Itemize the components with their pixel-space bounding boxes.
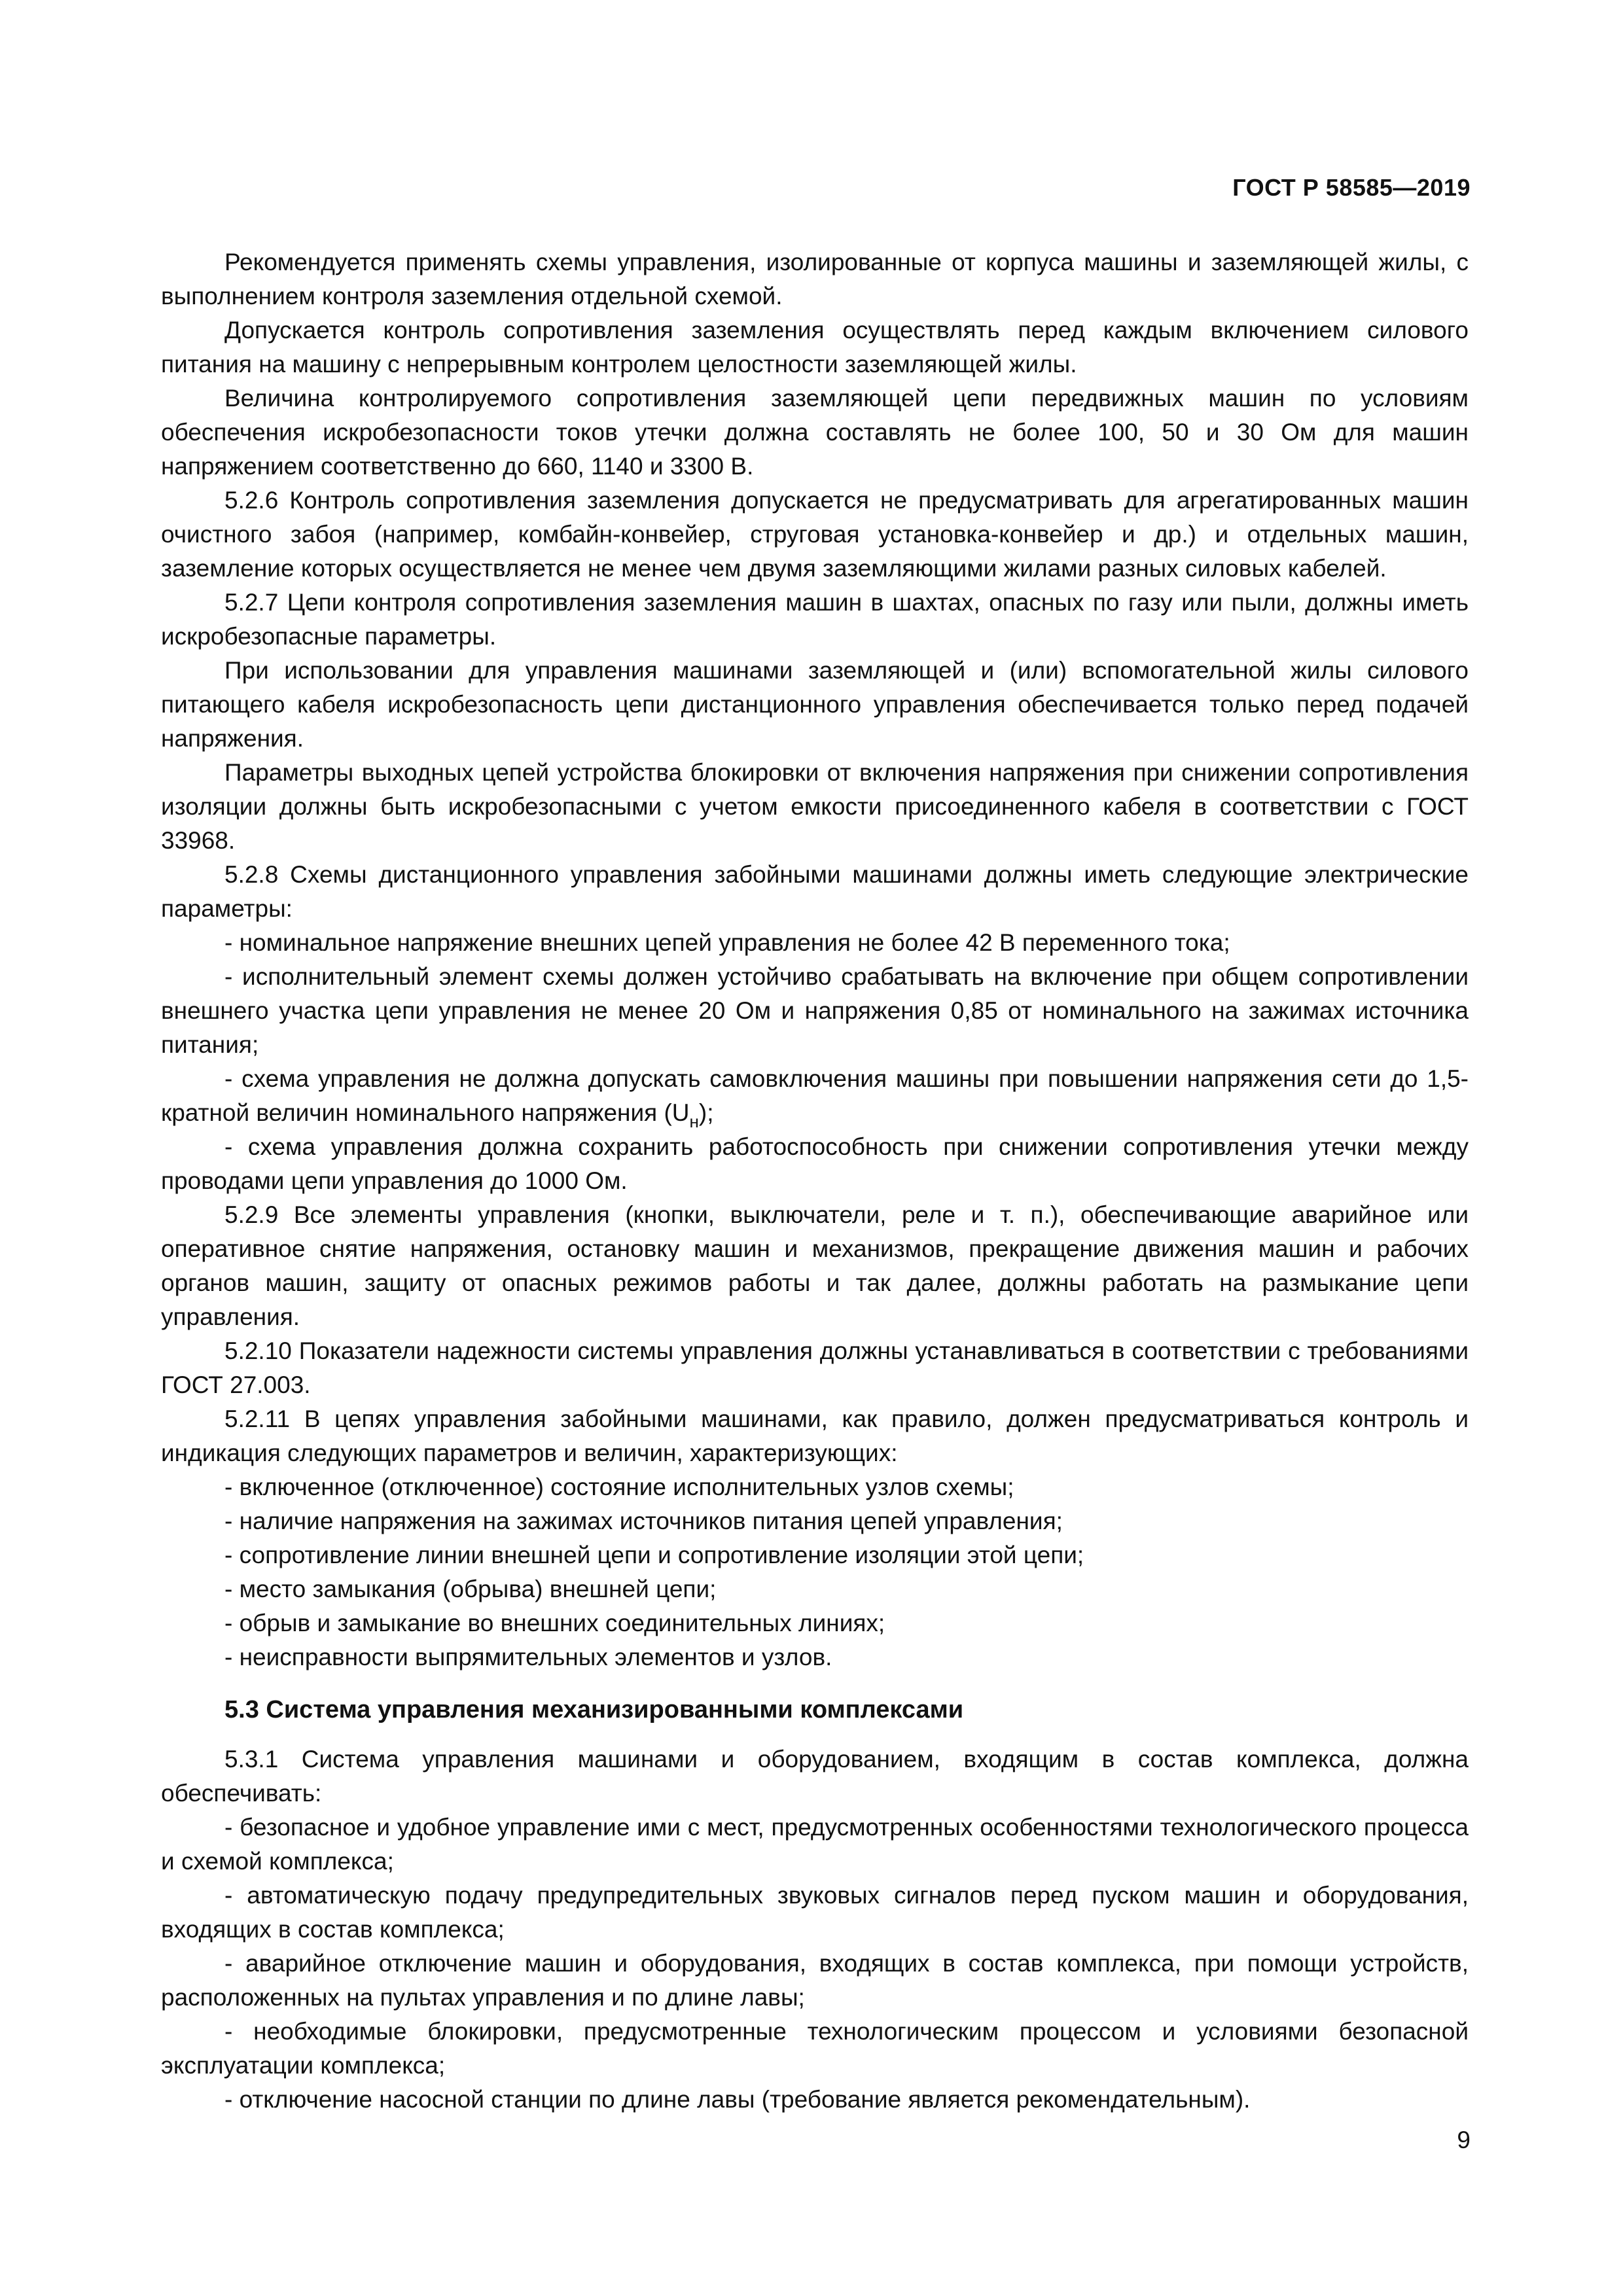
list-item: - неисправности выпрямительных элементов и узлов. [224, 1644, 832, 1670]
list-item: - место замыкания (обрыва) внешней цепи; [224, 1576, 717, 1602]
document-body [161, 245, 1469, 2117]
list-item: - обрыв и замыкание во внешних соединительных линиях; [224, 1610, 885, 1636]
list-item: - аварийное отключение машин и оборудования, входящих в состав комплекса, при помощи устройств, расположенных на пультах управления и по длине лавы; [161, 1950, 1469, 2011]
clause-5-2-6: 5.2.6 Контроль сопротивления заземления допускается не предусматривать для агрегатированных машин очистного забоя (например, комбайн-конвейер, струговая установка-конвейер и др.) и отдельных машин, заземление которых осуществляется не менее чем двумя заземляющими жилами разных силовых кабелей. [161, 487, 1469, 582]
list-item-voltage [161, 1062, 1469, 1130]
clause-5-2-8: 5.2.8 Схемы дистанционного управления забойными машинами должны иметь следующие электрические параметры: [161, 861, 1469, 922]
section-heading: 5.3 Система управления механизированными комплексами [224, 1696, 964, 1723]
paragraph: Допускается контроль сопротивления заземления осуществлять перед каждым включением силового питания на машину с непрерывным контролем целостности заземляющей жилы. [161, 317, 1469, 378]
list-item: - исполнительный элемент схемы должен устойчиво срабатывать на включение при общем сопротивлении внешнего участка цепи управления не менее 20 Ом и напряжения 0,85 от номинального на зажимах источника питания; [161, 963, 1469, 1058]
list-item: - наличие напряжения на зажимах источников питания цепей управления; [224, 1508, 1063, 1534]
standard-header: ГОСТ Р 58585—2019 [1232, 174, 1471, 201]
paragraph: При использовании для управления машинами заземляющей и (или) вспомогательной жилы силового питающего кабеля искробезопасность цепи дистанционного управления обеспечивается только перед подачей напряжения. [161, 657, 1469, 752]
list-item: - безопасное и удобное управление ими с мест, предусмотренных особенностями технологического процесса и схемой комплекса; [161, 1814, 1469, 1875]
list-item: - сопротивление линии внешней цепи и сопротивление изоляции этой цепи; [224, 1542, 1084, 1568]
voltage-text-end: ); [698, 1099, 714, 1126]
list-item: - включенное (отключенное) состояние исполнительных узлов схемы; [224, 1474, 1014, 1500]
paragraph: Величина контролируемого сопротивления заземляющей цепи передвижных машин по условиям обеспечения искробезопасности токов утечки должна составлять не более 100, 50 и 30 Ом для машин напряжением соответственно до 660, 1140 и 3300 В. [161, 385, 1469, 480]
clause-5-3-1: 5.3.1 Система управления машинами и оборудованием, входящим в состав комплекса, должна обеспечивать: [161, 1746, 1469, 1807]
list-item: - отключение насосной станции по длине лавы (требование является рекомендательным). [224, 2086, 1251, 2113]
paragraph: Параметры выходных цепей устройства блокировки от включения напряжения при снижении сопротивления изоляции должны быть искробезопасными с учетом емкости присоединенного кабеля в соответствии с ГОСТ 33968. [161, 759, 1469, 854]
clause-5-2-7: 5.2.7 Цепи контроля сопротивления заземления машин в шахтах, опасных по газу или пыли, должны иметь искробезопасные параметры. [161, 589, 1469, 650]
list-item: - схема управления должна сохранить работоспособность при снижении сопротивления утечки между проводами цепи управления до 1000 Ом. [161, 1133, 1469, 1194]
clause-5-2-10: 5.2.10 Показатели надежности системы управления должны устанавливаться в соответствии с требованиями ГОСТ 27.003. [161, 1337, 1469, 1398]
clause-5-2-9: 5.2.9 Все элементы управления (кнопки, выключатели, реле и т. п.), обеспечивающие аварийное или оперативное снятие напряжения, остановку машин и механизмов, прекращение движения машин и рабочих органов машин, защиту от опасных режимов работы и так далее, должны работать на размыкание цепи управления. [161, 1201, 1469, 1330]
list-item: - номинальное напряжение внешних цепей управления не более 42 В переменного тока; [224, 929, 1230, 956]
page-number: 9 [1457, 2127, 1471, 2153]
list-item: - необходимые блокировки, предусмотренные технологическим процессом и условиями безопасной эксплуатации комплекса; [161, 2018, 1469, 2079]
voltage-text: - схема управления не должна допускать самовключения машины при повышении напряжения сети до 1,5-кратной величин номинального напряжения (U [161, 1065, 1469, 1126]
list-item: - автоматическую подачу предупредительных звуковых сигналов перед пуском машин и оборудования, входящих в состав комплекса; [161, 1882, 1469, 1943]
paragraph: Рекомендуется применять схемы управления, изолированные от корпуса машины и заземляющей жилы, с выполнением контроля заземления отдельной схемой. [161, 249, 1469, 309]
voltage-subscript: н [689, 1112, 699, 1131]
clause-5-2-11: 5.2.11 В цепях управления забойными машинами, как правило, должен предусматриваться контроль и индикация следующих параметров и величин, характеризующих: [161, 1405, 1469, 1466]
